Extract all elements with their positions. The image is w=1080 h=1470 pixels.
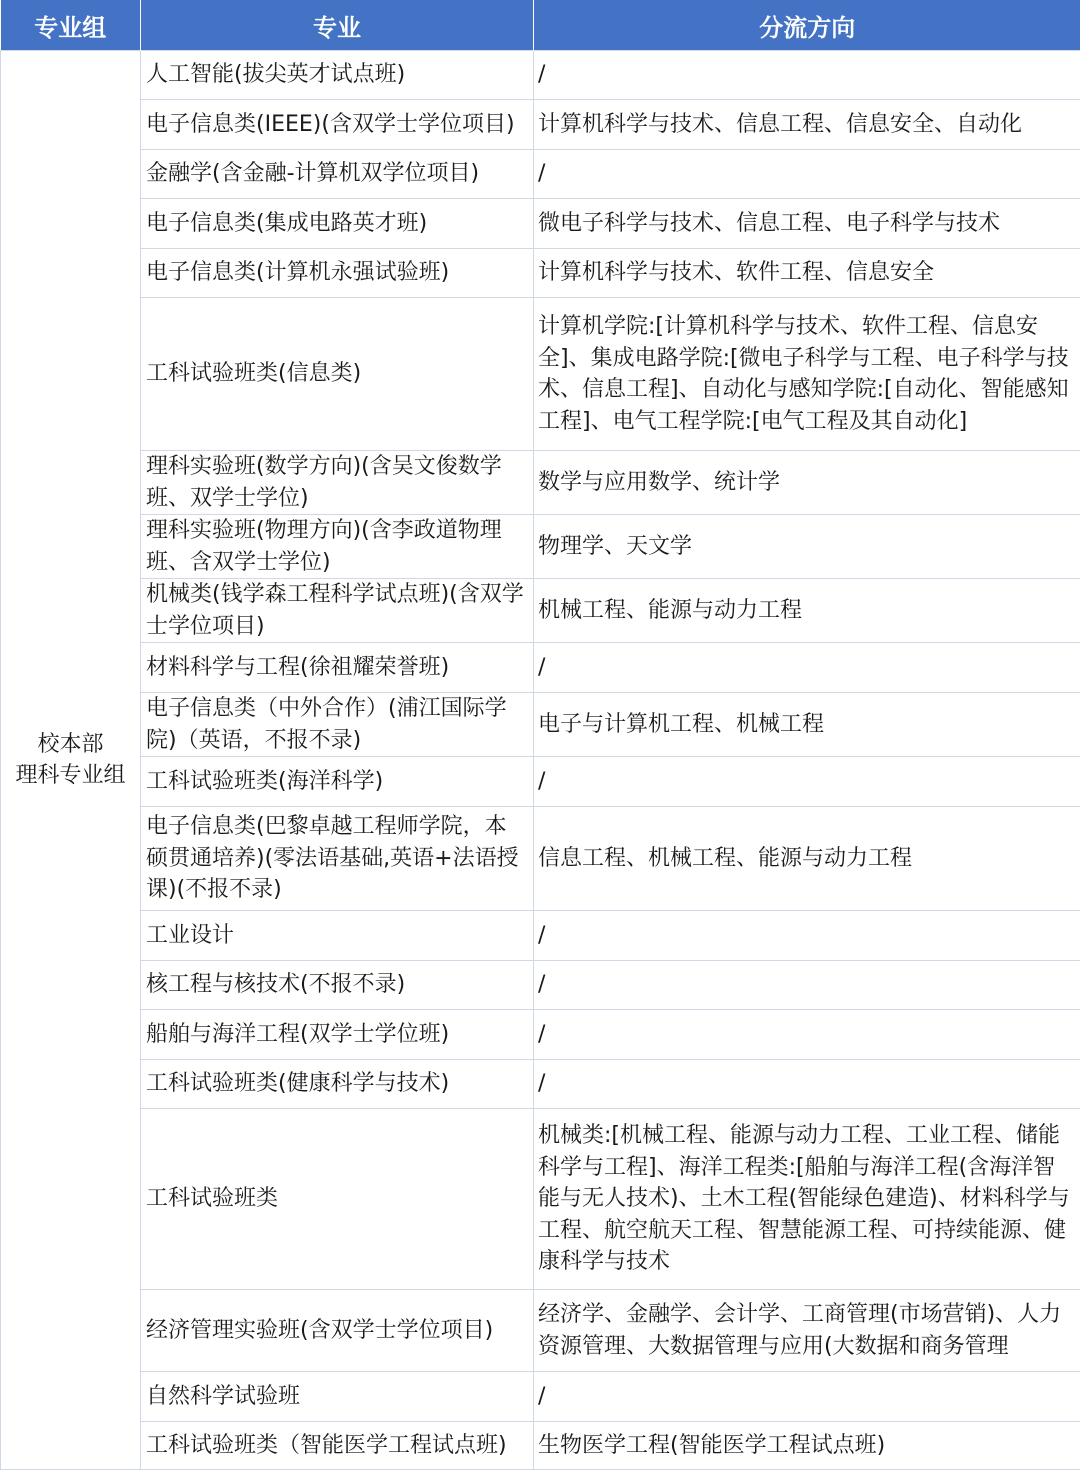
table-row: [1, 1109, 1080, 1290]
header-group: 专业组: [1, 0, 141, 51]
direction-cell: 信息工程、机械工程、能源与动力工程: [534, 807, 1080, 911]
table-row: [1, 51, 1080, 100]
direction-cell: /: [534, 911, 1080, 961]
direction-cell: /: [534, 961, 1080, 1010]
table-row: [1, 1290, 1080, 1372]
major-cell: 理科实验班(物理方向)(含李政道物理班、含双学士学位): [141, 515, 534, 579]
table-row: [1, 451, 1080, 515]
direction-cell: 数学与应用数学、统计学: [534, 451, 1080, 515]
direction-cell: /: [534, 643, 1080, 693]
major-cell: 工科试验班类(信息类): [141, 298, 534, 451]
group-line2: 理科专业组: [7, 760, 134, 792]
group-line1: 校本部: [7, 729, 134, 761]
table-row: [1, 515, 1080, 579]
table-row: [1, 807, 1080, 911]
table-row: [1, 298, 1080, 451]
table-row: [1, 1010, 1080, 1060]
table-row: [1, 1372, 1080, 1422]
table-row: [1, 961, 1080, 1010]
table-row: [1, 911, 1080, 961]
direction-cell: 机械工程、能源与动力工程: [534, 579, 1080, 643]
direction-cell: 经济学、金融学、会计学、工商管理(市场营销)、人力资源管理、大数据管理与应用(大数据和商务管理: [534, 1290, 1080, 1372]
major-cell: 材料科学与工程(徐祖耀荣誉班): [141, 643, 534, 693]
major-cell: 核工程与核技术(不报不录): [141, 961, 534, 1010]
major-cell: 工业设计: [141, 911, 534, 961]
header-major: 专业: [141, 0, 534, 51]
major-cell: 工科试验班类(海洋科学): [141, 757, 534, 807]
direction-cell: /: [534, 51, 1080, 100]
major-cell: 工科试验班类（智能医学工程试点班): [141, 1422, 534, 1470]
table-row: [1, 199, 1080, 249]
major-cell: 电子信息类(IEEE)(含双学士学位项目): [141, 100, 534, 150]
table-row: [1, 249, 1080, 298]
major-cell: 电子信息类(巴黎卓越工程师学院，本硕贯通培养)(零法语基础,英语+法语授课)(不报不录): [141, 807, 534, 911]
direction-cell: /: [534, 757, 1080, 807]
direction-cell: 计算机科学与技术、软件工程、信息安全: [534, 249, 1080, 298]
major-cell: 船舶与海洋工程(双学士学位班): [141, 1010, 534, 1060]
major-cell: 经济管理实验班(含双学士学位项目): [141, 1290, 534, 1372]
table-row: [1, 150, 1080, 199]
table-row: [1, 643, 1080, 693]
direction-cell: 计算机学院:[计算机科学与技术、软件工程、信息安全]、集成电路学院:[微电子科学与工程、电子科学与技术、信息工程]、自动化与感知学院:[自动化、智能感知工程]、电气工程学院:[电气工程及其自动化]: [534, 298, 1080, 451]
direction-cell: /: [534, 1010, 1080, 1060]
table-row: [1, 1060, 1080, 1109]
table-row: [1, 100, 1080, 150]
major-cell: 工科试验班类(健康科学与技术): [141, 1060, 534, 1109]
direction-cell: 微电子科学与技术、信息工程、电子科学与技术: [534, 199, 1080, 249]
direction-cell: 物理学、天文学: [534, 515, 1080, 579]
table-row: [1, 693, 1080, 757]
major-cell: 人工智能(拔尖英才试点班): [141, 51, 534, 100]
direction-cell: 机械类:[机械工程、能源与动力工程、工业工程、储能科学与工程]、海洋工程类:[船舶与海洋工程(含海洋智能与无人技术)、土木工程(智能绿色建造)、材料科学与工程、航空航天工程、智慧能源工程、可持续能源、健康科学与技术: [534, 1109, 1080, 1290]
direction-cell: /: [534, 150, 1080, 199]
direction-cell: 电子与计算机工程、机械工程: [534, 693, 1080, 757]
group-cell: [1, 51, 141, 1470]
table-row: [1, 757, 1080, 807]
header-direction: 分流方向: [534, 0, 1080, 51]
major-cell: 电子信息类（中外合作）(浦江国际学院)（英语，不报不录): [141, 693, 534, 757]
header-row: [1, 0, 1080, 51]
table-row: [1, 579, 1080, 643]
direction-cell: 生物医学工程(智能医学工程试点班): [534, 1422, 1080, 1470]
major-cell: 电子信息类(计算机永强试验班): [141, 249, 534, 298]
table-row: [1, 1422, 1080, 1470]
direction-cell: /: [534, 1372, 1080, 1422]
direction-cell: /: [534, 1060, 1080, 1109]
major-cell: 理科实验班(数学方向)(含吴文俊数学班、双学士学位): [141, 451, 534, 515]
major-cell: 工科试验班类: [141, 1109, 534, 1290]
major-cell: 机械类(钱学森工程科学试点班)(含双学士学位项目): [141, 579, 534, 643]
major-cell: 金融学(含金融-计算机双学位项目): [141, 150, 534, 199]
major-cell: 自然科学试验班: [141, 1372, 534, 1422]
direction-cell: 计算机科学与技术、信息工程、信息安全、自动化: [534, 100, 1080, 150]
major-cell: 电子信息类(集成电路英才班): [141, 199, 534, 249]
